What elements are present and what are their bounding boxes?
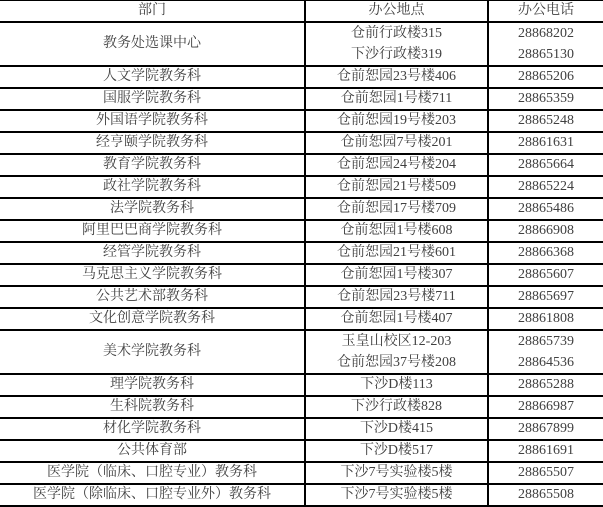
location-cell: 仓前恕园21号楼509 bbox=[305, 176, 488, 198]
dept-cell: 医学院（临床、口腔专业）教务科 bbox=[0, 462, 305, 484]
dept-cell: 医学院（除临床、口腔专业外）教务科 bbox=[0, 484, 305, 506]
dept-cell: 经亨颐学院教务科 bbox=[0, 132, 305, 154]
location-cell: 仓前恕园7号楼201 bbox=[305, 132, 488, 154]
table-row bbox=[0, 418, 603, 440]
phone-line: 28868202 bbox=[518, 26, 574, 41]
dept-cell: 法学院教务科 bbox=[0, 198, 305, 220]
phone-cell: 28865359 bbox=[488, 88, 603, 110]
dept-cell: 公共艺术部教务科 bbox=[0, 286, 305, 308]
location-cell: 仓前恕园19号楼203 bbox=[305, 110, 488, 132]
header-row bbox=[0, 1, 603, 23]
dept-cell: 教务处选课中心 bbox=[0, 22, 305, 66]
table-row bbox=[0, 308, 603, 330]
table-row bbox=[0, 396, 603, 418]
location-cell: 下沙D楼517 bbox=[305, 440, 488, 462]
phone-cell: 28865664 bbox=[488, 154, 603, 176]
table-row bbox=[0, 242, 603, 264]
phone-cell: 28866368 bbox=[488, 242, 603, 264]
table-row bbox=[0, 330, 603, 374]
dept-cell: 公共体育部 bbox=[0, 440, 305, 462]
dept-cell: 生科院教务科 bbox=[0, 396, 305, 418]
phone-cell: 28866908 bbox=[488, 220, 603, 242]
location-cell bbox=[305, 22, 488, 66]
dept-cell: 文化创意学院教务科 bbox=[0, 308, 305, 330]
table-row bbox=[0, 440, 603, 462]
table-row bbox=[0, 374, 603, 396]
phone-cell: 28865248 bbox=[488, 110, 603, 132]
location-cell: 仓前恕园24号楼204 bbox=[305, 154, 488, 176]
table-row bbox=[0, 220, 603, 242]
location-cell: 下沙D楼415 bbox=[305, 418, 488, 440]
phone-cell: 28861691 bbox=[488, 440, 603, 462]
location-line: 仓前恕园37号楼208 bbox=[337, 355, 456, 370]
dept-cell: 材化学院教务科 bbox=[0, 418, 305, 440]
phone-cell: 28866987 bbox=[488, 396, 603, 418]
phone-cell: 28865206 bbox=[488, 66, 603, 88]
dept-cell: 国服学院教务科 bbox=[0, 88, 305, 110]
dept-cell: 阿里巴巴商学院教务科 bbox=[0, 220, 305, 242]
phone-cell: 28865697 bbox=[488, 286, 603, 308]
location-cell: 下沙行政楼828 bbox=[305, 396, 488, 418]
location-line: 玉皇山校区12-203 bbox=[341, 334, 452, 349]
table-row bbox=[0, 176, 603, 198]
dept-cell: 外国语学院教务科 bbox=[0, 110, 305, 132]
dept-cell: 美术学院教务科 bbox=[0, 330, 305, 374]
header-dept: 部门 bbox=[0, 1, 305, 23]
table-row bbox=[0, 88, 603, 110]
phone-cell: 28865508 bbox=[488, 484, 603, 506]
dept-cell: 理学院教务科 bbox=[0, 374, 305, 396]
header-location: 办公地点 bbox=[305, 1, 488, 23]
phone-line: 28865739 bbox=[518, 334, 574, 349]
phone-line: 28865130 bbox=[518, 47, 574, 62]
location-cell: 仓前恕园1号楼608 bbox=[305, 220, 488, 242]
dept-cell: 人文学院教务科 bbox=[0, 66, 305, 88]
location-cell: 仓前恕园17号楼709 bbox=[305, 198, 488, 220]
location-line: 下沙行政楼319 bbox=[351, 47, 442, 62]
dept-cell: 经管学院教务科 bbox=[0, 242, 305, 264]
location-cell bbox=[305, 330, 488, 374]
phone-cell bbox=[488, 22, 603, 66]
table-row bbox=[0, 198, 603, 220]
location-cell: 仓前恕园21号楼601 bbox=[305, 242, 488, 264]
phone-cell: 28865607 bbox=[488, 264, 603, 286]
dept-cell: 教育学院教务科 bbox=[0, 154, 305, 176]
phone-cell bbox=[488, 330, 603, 374]
phone-cell: 28865486 bbox=[488, 198, 603, 220]
location-cell: 下沙7号实验楼5楼 bbox=[305, 462, 488, 484]
location-cell: 仓前恕园1号楼307 bbox=[305, 264, 488, 286]
location-line: 仓前行政楼315 bbox=[351, 26, 442, 41]
location-cell: 仓前恕园23号楼406 bbox=[305, 66, 488, 88]
table-row bbox=[0, 110, 603, 132]
phone-line: 28864536 bbox=[518, 355, 574, 370]
phone-cell: 28867899 bbox=[488, 418, 603, 440]
table-row bbox=[0, 132, 603, 154]
table-row bbox=[0, 484, 603, 506]
location-cell: 仓前恕园1号楼407 bbox=[305, 308, 488, 330]
location-cell: 下沙D楼113 bbox=[305, 374, 488, 396]
table-row bbox=[0, 462, 603, 484]
location-cell: 下沙7号实验楼5楼 bbox=[305, 484, 488, 506]
phone-cell: 28865507 bbox=[488, 462, 603, 484]
table-row bbox=[0, 22, 603, 66]
phone-cell: 28861631 bbox=[488, 132, 603, 154]
location-cell: 仓前恕园1号楼711 bbox=[305, 88, 488, 110]
phone-cell: 28865288 bbox=[488, 374, 603, 396]
header-phone: 办公电话 bbox=[488, 1, 603, 23]
location-cell: 仓前恕园23号楼711 bbox=[305, 286, 488, 308]
table-row bbox=[0, 66, 603, 88]
dept-cell: 政社学院教务科 bbox=[0, 176, 305, 198]
phone-cell: 28865224 bbox=[488, 176, 603, 198]
phone-cell: 28861808 bbox=[488, 308, 603, 330]
table-row bbox=[0, 154, 603, 176]
table-row bbox=[0, 264, 603, 286]
dept-cell: 马克思主义学院教务科 bbox=[0, 264, 305, 286]
table-row bbox=[0, 286, 603, 308]
